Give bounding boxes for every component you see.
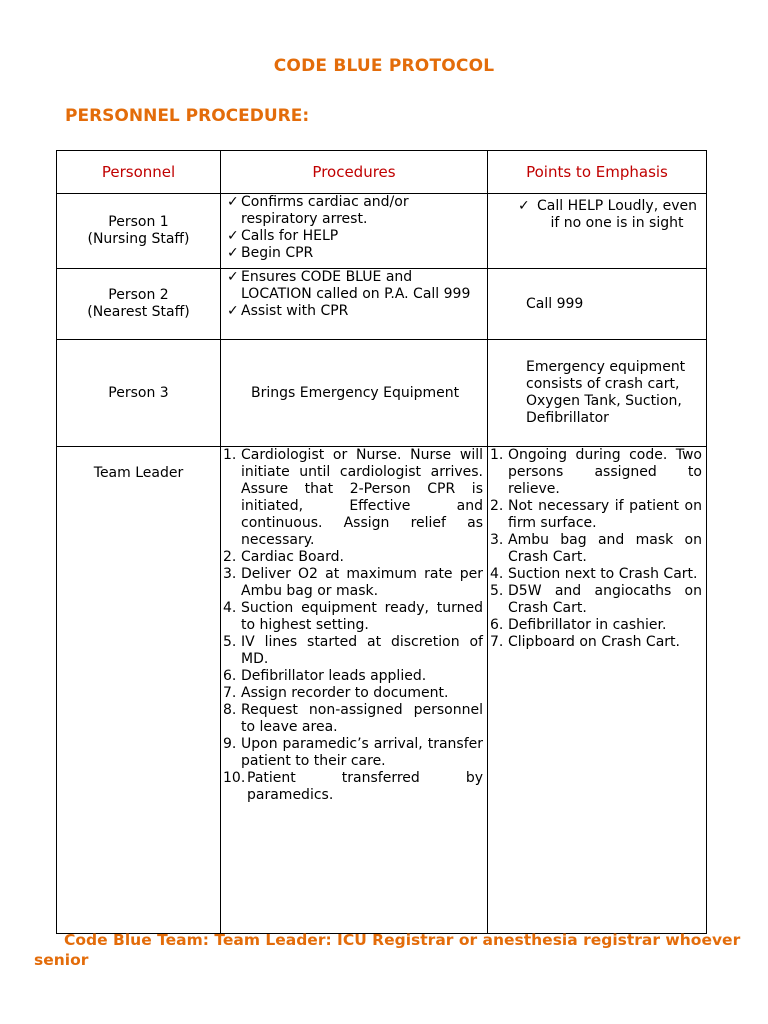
personnel-role: (Nearest Staff) bbox=[87, 304, 190, 320]
personnel-cell bbox=[57, 269, 221, 340]
personnel-name: Person 2 bbox=[108, 287, 169, 303]
list-item: 10. Patient transferred by paramedics. bbox=[223, 770, 483, 803]
list-item: 4. Suction equipment ready, turned to highest setting. bbox=[223, 600, 483, 633]
code-blue-team-note bbox=[34, 930, 754, 970]
procedure-checklist bbox=[221, 269, 487, 320]
protocol-table bbox=[56, 150, 707, 934]
personnel-name: Person 3 bbox=[108, 384, 169, 401]
emphasis-cell bbox=[488, 269, 707, 340]
list-item: 7. Assign recorder to document. bbox=[223, 685, 449, 701]
table-row bbox=[57, 194, 707, 269]
list-item: 7. Clipboard on Crash Cart. bbox=[490, 634, 680, 650]
personnel-cell bbox=[57, 340, 221, 447]
list-item: ✓ Ensures CODE BLUE and LOCATION called on P.A. Call 999 bbox=[227, 269, 483, 303]
list-item: 3. Ambu bag and mask on Crash Cart. bbox=[490, 532, 702, 565]
list-item: 3. Deliver O2 at maximum rate per Ambu bag or mask. bbox=[223, 566, 483, 599]
emphasis-cell bbox=[488, 194, 707, 269]
list-item: 2. Cardiac Board. bbox=[223, 549, 344, 565]
list-item: 9. Upon paramedic’s arrival, transfer patient to their care. bbox=[223, 736, 483, 769]
personnel-cell bbox=[57, 447, 221, 934]
footer-text: Code Blue Team: Team Leader: ICU Registrar or anesthesia registrar whoever senior bbox=[34, 931, 741, 969]
list-item: 4. Suction next to Crash Cart. bbox=[490, 566, 698, 582]
table-row bbox=[57, 447, 707, 934]
header-points-to-emphasis: Points to Emphasis bbox=[488, 151, 707, 194]
emphasis-numbered-list bbox=[488, 447, 706, 651]
list-item: 5. D5W and angiocaths on Crash Cart. bbox=[490, 583, 702, 616]
list-item: 5. IV lines started at discretion of MD. bbox=[223, 634, 483, 667]
list-item: ✓ Calls for HELP bbox=[227, 228, 483, 245]
list-item: ✓ Call HELP Loudly, even if no one is in sight bbox=[518, 198, 702, 232]
emphasis-checklist bbox=[488, 198, 706, 232]
list-item: ✓ Begin CPR bbox=[227, 245, 483, 262]
emphasis-text: Emergency equipment consists of crash cart, Oxygen Tank, Suction, Defibrillator bbox=[526, 359, 686, 426]
header-personnel: Personnel bbox=[57, 151, 221, 194]
section-heading: PERSONNEL PROCEDURE: bbox=[65, 106, 310, 126]
procedure-text: Brings Emergency Equipment bbox=[251, 384, 460, 401]
emphasis-text: Call 999 bbox=[526, 295, 584, 312]
list-item: 6. Defibrillator leads applied. bbox=[223, 668, 427, 684]
list-item: 2. Not necessary if patient on firm surface. bbox=[490, 498, 702, 531]
procedure-checklist bbox=[221, 194, 487, 262]
list-item: ✓ Assist with CPR bbox=[227, 303, 483, 320]
table-row bbox=[57, 340, 707, 447]
list-item: ✓ Confirms cardiac and/or respiratory arrest. bbox=[227, 194, 483, 228]
header-procedures: Procedures bbox=[221, 151, 488, 194]
table-row bbox=[57, 269, 707, 340]
personnel-name: Team Leader bbox=[93, 465, 184, 481]
emphasis-cell bbox=[488, 447, 707, 934]
personnel-role: (Nursing Staff) bbox=[87, 231, 190, 247]
procedures-cell bbox=[221, 340, 488, 447]
procedures-cell bbox=[221, 447, 488, 934]
list-item: 1. Cardiologist or Nurse. Nurse will initiate until cardiologist arrives. Assure that 2-Person CPR is initiated, Effective and continuous. Assign relief as necessary. bbox=[223, 447, 483, 548]
list-item: 6. Defibrillator in cashier. bbox=[490, 617, 667, 633]
personnel-cell bbox=[57, 194, 221, 269]
list-item: 8. Request non-assigned personnel to leave area. bbox=[223, 702, 483, 735]
emphasis-cell bbox=[488, 340, 707, 447]
table-header-row bbox=[57, 151, 707, 194]
document-title: CODE BLUE PROTOCOL bbox=[273, 56, 495, 76]
procedures-cell bbox=[221, 194, 488, 269]
procedure-numbered-list bbox=[221, 447, 487, 804]
procedures-cell bbox=[221, 269, 488, 340]
personnel-name: Person 1 bbox=[108, 214, 169, 230]
list-item: 1. Ongoing during code. Two persons assigned to relieve. bbox=[490, 447, 702, 497]
